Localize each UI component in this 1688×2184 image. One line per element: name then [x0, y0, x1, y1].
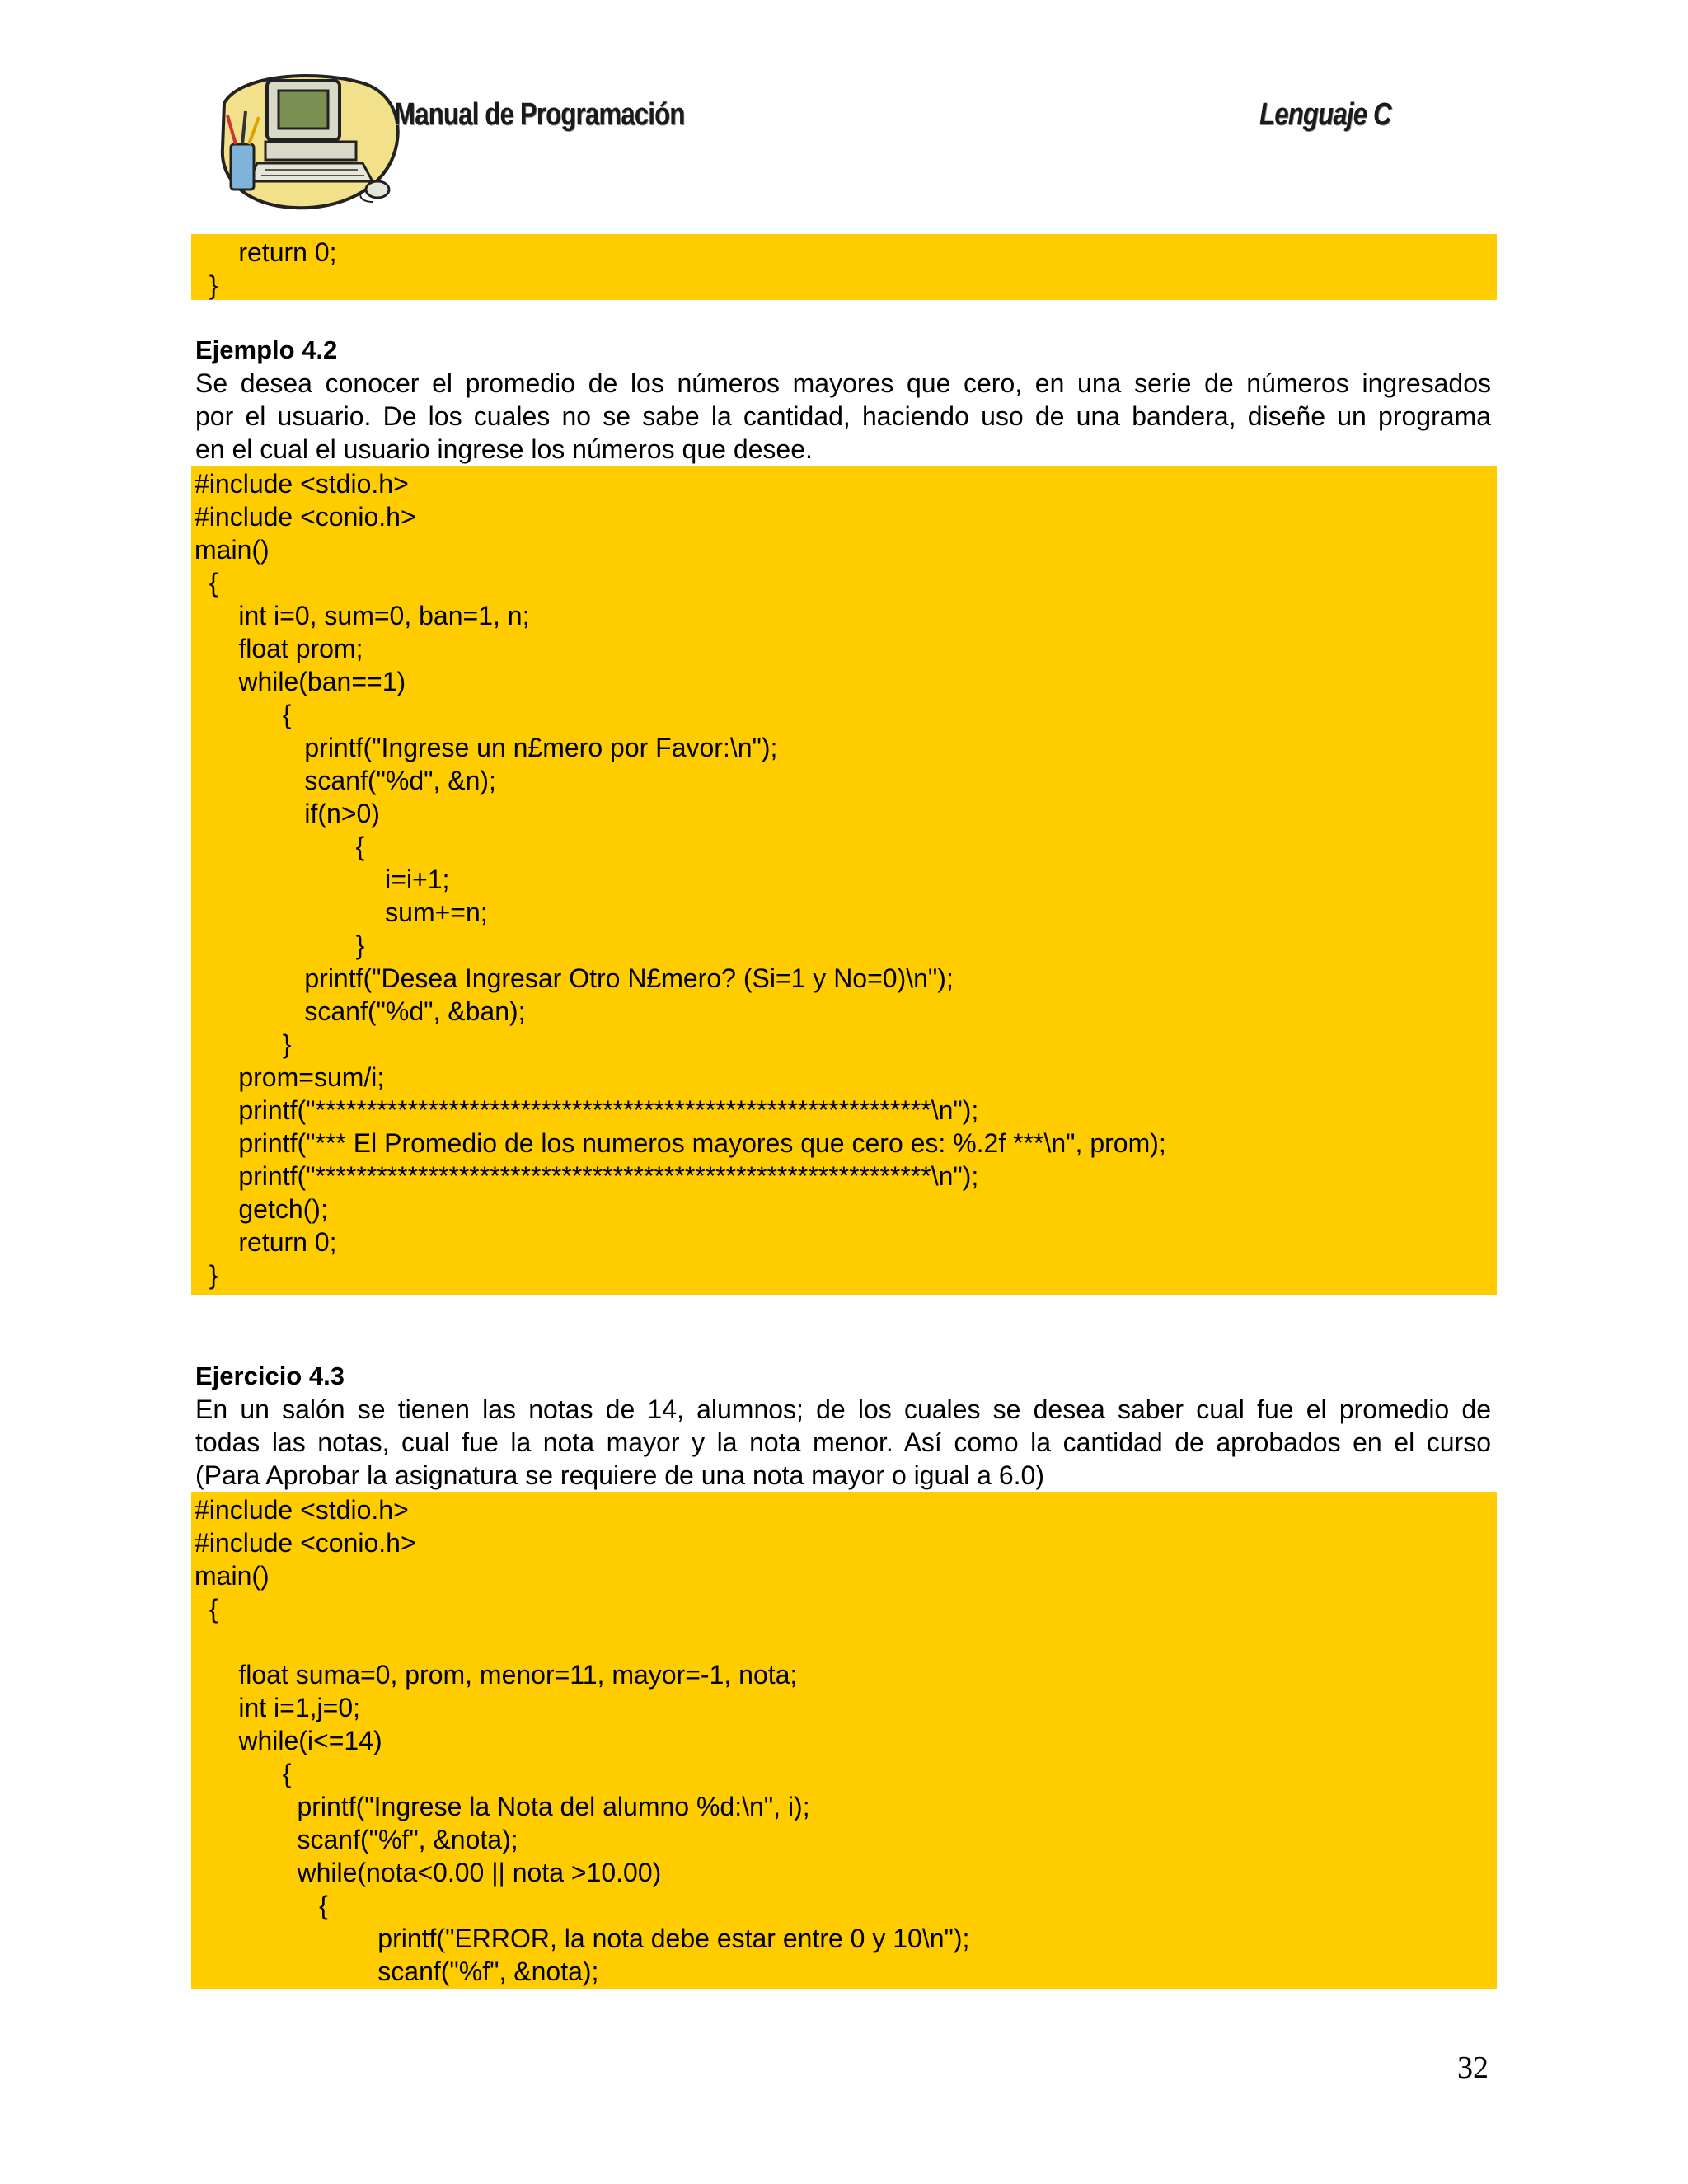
example-description: [195, 367, 1491, 466]
code-line: {: [195, 1759, 292, 1788]
code-line: {: [195, 700, 292, 729]
code-line: #include <conio.h>: [195, 1528, 416, 1558]
code-line: printf("************************************************************\n");: [195, 1095, 979, 1125]
code-line: scanf("%d", &n);: [195, 766, 496, 795]
code-line: while(nota<0.00 || nota >10.00): [195, 1858, 662, 1887]
paragraph-line: en el cual el usuario ingrese los números que desee.: [195, 434, 813, 464]
code-line: printf("************************************************************\n");: [195, 1161, 979, 1191]
code-line: return 0;: [195, 1227, 337, 1257]
page-number: 32: [1457, 2050, 1489, 2085]
code-line: float suma=0, prom, menor=11, mayor=-1, nota;: [195, 1660, 798, 1690]
code-line: printf("Ingrese la Nota del alumno %d:\n", i);: [195, 1792, 810, 1821]
code-line: {: [195, 1891, 328, 1920]
code-line: while(ban==1): [195, 667, 406, 696]
paragraph-line: En un salón se tienen las notas de 14, alumnos; de los cuales se desea saber cual fue el promedio de: [195, 1394, 1491, 1424]
code-line: scanf("%f", &nota);: [195, 1957, 599, 1986]
code-line: printf("Desea Ingresar Otro N£mero? (Si=1 y No=0)\n");: [195, 963, 954, 993]
code-line: sum+=n;: [195, 898, 488, 927]
code-line: scanf("%f", &nota);: [195, 1825, 518, 1854]
code-line: int i=0, sum=0, ban=1, n;: [195, 601, 530, 630]
exercise-heading: Ejercicio 4.3: [195, 1361, 345, 1390]
paragraph-line: por el usuario. De los cuales no se sabe la cantidad, haciendo uso de una bandera, diseñe un programa: [195, 401, 1491, 431]
code-line: prom=sum/i;: [195, 1062, 385, 1092]
code-line: if(n>0): [195, 799, 380, 828]
code-line: #include <conio.h>: [195, 502, 416, 532]
code-line: main(): [195, 1561, 270, 1591]
code-line: {: [195, 1594, 218, 1624]
code-line: {: [195, 568, 218, 598]
code-line: i=i+1;: [195, 865, 450, 894]
code-line: {: [195, 832, 365, 861]
code-line: printf("*** El Promedio de los numeros mayores que cero es: %.2f ***\n", prom);: [195, 1128, 1166, 1158]
code-line: }: [195, 270, 218, 300]
code-block-example: [191, 466, 1497, 1295]
code-line: printf("ERROR, la nota debe estar entre 0 y 10\n");: [195, 1924, 970, 1953]
code-line: printf("Ingrese un n£mero por Favor:\n");: [195, 733, 778, 762]
code-line: #include <stdio.h>: [195, 469, 409, 499]
exercise-description: [195, 1393, 1491, 1492]
code-line: }: [195, 1260, 218, 1290]
paragraph-line: todas las notas, cual fue la nota mayor y la nota menor. Así como la cantidad de aprobados en el curso: [195, 1427, 1491, 1457]
code-line: scanf("%d", &ban);: [195, 996, 526, 1026]
language-title: Lenguaje C: [1259, 97, 1391, 132]
example-heading: Ejemplo 4.2: [195, 335, 338, 364]
paragraph-line: (Para Aprobar la asignatura se requiere de una nota mayor o igual a 6.0): [195, 1460, 1044, 1490]
code-line: }: [195, 1029, 292, 1059]
code-line: while(i<=14): [195, 1726, 382, 1755]
code-block-exercise: [191, 1492, 1497, 1989]
code-line: return 0;: [195, 237, 337, 267]
code-line: #include <stdio.h>: [195, 1495, 409, 1525]
computer-clipart-logo: [216, 66, 406, 214]
manual-title: Manual de Programación: [394, 97, 685, 132]
code-line: getch();: [195, 1194, 328, 1224]
code-line: float prom;: [195, 634, 363, 663]
code-line: int i=1,j=0;: [195, 1693, 360, 1722]
paragraph-line: Se desea conocer el promedio de los números mayores que cero, en una serie de números ingresados: [195, 368, 1491, 398]
code-block-continuation: [191, 234, 1497, 300]
code-line: main(): [195, 535, 270, 565]
code-line: }: [195, 930, 365, 960]
